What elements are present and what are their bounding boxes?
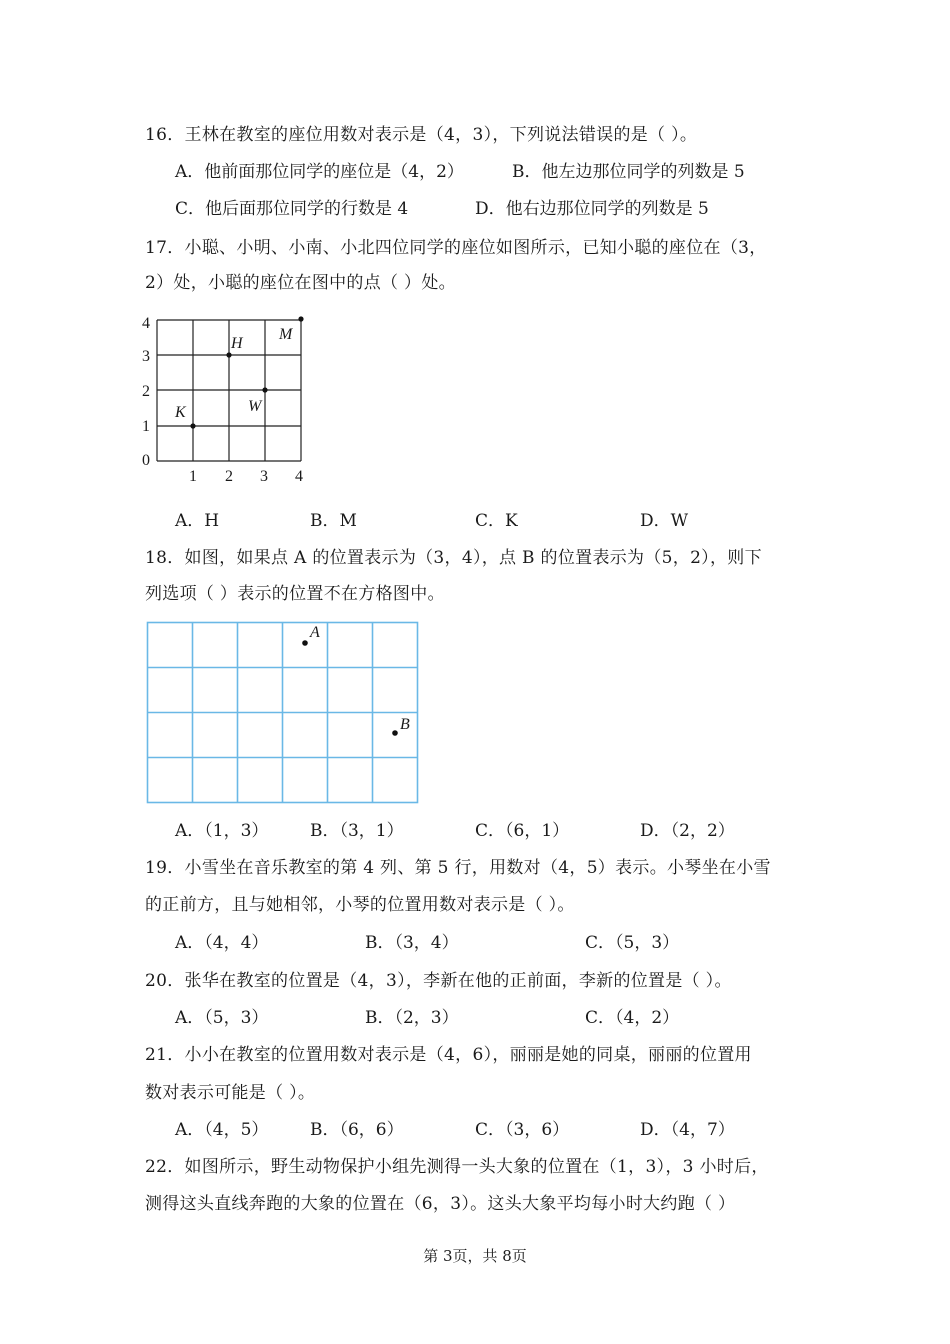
q17-option-a: A．H — [175, 511, 220, 531]
q17-x-tick-4: 4 — [295, 468, 303, 485]
q21-stem-line2: 数对表示可能是（ ）。 — [145, 1083, 316, 1103]
q16-option-a: A．他前面那位同学的座位是（4，2） — [175, 162, 464, 182]
q17-label-h: H — [231, 335, 243, 352]
q16-option-c: C．他后面那位同学的行数是 4 — [175, 199, 409, 219]
q17-label-w: W — [248, 398, 262, 415]
page-footer: 第 3页，共 8页 — [423, 1247, 527, 1265]
q17-y-tick-2: 2 — [142, 383, 150, 400]
q16-option-b: B．他左边那位同学的列数是 5 — [512, 162, 745, 182]
q16-option-d: D．他右边那位同学的列数是 5 — [475, 199, 709, 219]
q17-coordinate-grid — [140, 310, 320, 490]
q20-option-b: B．（2，3） — [365, 1008, 459, 1028]
q16-stem: 16．王林在教室的座位用数对表示是（4，3），下列说法错误的是（ ）。 — [145, 125, 698, 145]
q18-stem-line2: 列选项（ ）表示的位置不在方格图中。 — [145, 584, 445, 604]
q18-option-c: C．（6，1） — [475, 821, 570, 841]
q21-option-d: D．（4，7） — [640, 1120, 735, 1140]
q18-label-b: B — [400, 716, 410, 733]
q18-option-b: B．（3，1） — [310, 821, 404, 841]
q17-label-k: K — [175, 404, 186, 421]
q18-square-grid — [146, 621, 420, 805]
q17-y-tick-3: 3 — [142, 348, 150, 365]
q17-point-m-dot — [298, 316, 303, 321]
q19-option-b: B．（3，4） — [365, 933, 459, 953]
q17-stem-line1: 17．小聪、小明、小南、小北四位同学的座位如图所示，已知小聪的座位在（3， — [145, 238, 767, 258]
q17-option-b: B．M — [310, 511, 357, 531]
q17-point-w-dot — [262, 387, 267, 392]
q21-option-b: B．（6，6） — [310, 1120, 404, 1140]
q18-stem-line1: 18．如图，如果点 A 的位置表示为（3，4），点 B 的位置表示为（5，2），则下 — [145, 548, 762, 568]
q17-y-tick-1: 1 — [142, 418, 150, 435]
q17-point-h-dot — [226, 352, 231, 357]
q18-grid-lines — [146, 621, 420, 805]
q18-label-a: A — [310, 624, 320, 641]
q20-option-a: A．（5，3） — [175, 1008, 269, 1028]
q22-stem-line1: 22．如图所示，野生动物保护小组先测得一头大象的位置在（1，3），3 小时后， — [145, 1157, 769, 1177]
q17-x-tick-2: 2 — [225, 468, 233, 485]
q20-stem: 20．张华在教室的位置是（4，3），李新在他的正前面，李新的位置是（ ）。 — [145, 971, 732, 991]
q20-option-c: C．（4，2） — [585, 1008, 680, 1028]
q18-option-a: A．（1，3） — [175, 821, 269, 841]
q18-option-d: D．（2，2） — [640, 821, 735, 841]
q17-stem-line2: 2）处，小聪的座位在图中的点（ ）处。 — [145, 273, 456, 293]
q21-option-a: A．（4，5） — [175, 1120, 269, 1140]
q17-grid-lines — [140, 310, 320, 490]
q17-label-m: M — [279, 326, 293, 343]
q21-stem-line1: 21．小小在教室的位置用数对表示是（4，6），丽丽是她的同桌，丽丽的位置用 — [145, 1045, 752, 1065]
q19-stem-line2: 的正前方，且与她相邻，小琴的位置用数对表示是（ ）。 — [145, 895, 575, 915]
q21-option-c: C．（3，6） — [475, 1120, 570, 1140]
q17-option-c: C．K — [475, 511, 518, 531]
q18-point-a-dot — [302, 640, 308, 646]
q17-x-tick-3: 3 — [260, 468, 268, 485]
q17-x-tick-1: 1 — [189, 468, 197, 485]
q17-option-d: D．W — [640, 511, 689, 531]
q19-option-c: C．（5，3） — [585, 933, 680, 953]
q17-point-k-dot — [190, 423, 195, 428]
q22-stem-line2: 测得这头直线奔跑的大象的位置在（6，3）。这头大象平均每小时大约跑（ ） — [145, 1194, 736, 1214]
q19-option-a: A．（4，4） — [175, 933, 269, 953]
q17-y-tick-4: 4 — [142, 315, 150, 332]
q18-point-b-dot — [392, 730, 398, 736]
q17-y-tick-0: 0 — [142, 452, 150, 469]
q19-stem-line1: 19．小雪坐在音乐教室的第 4 列、第 5 行，用数对（4，5）表示。小琴坐在小雪 — [145, 858, 771, 878]
